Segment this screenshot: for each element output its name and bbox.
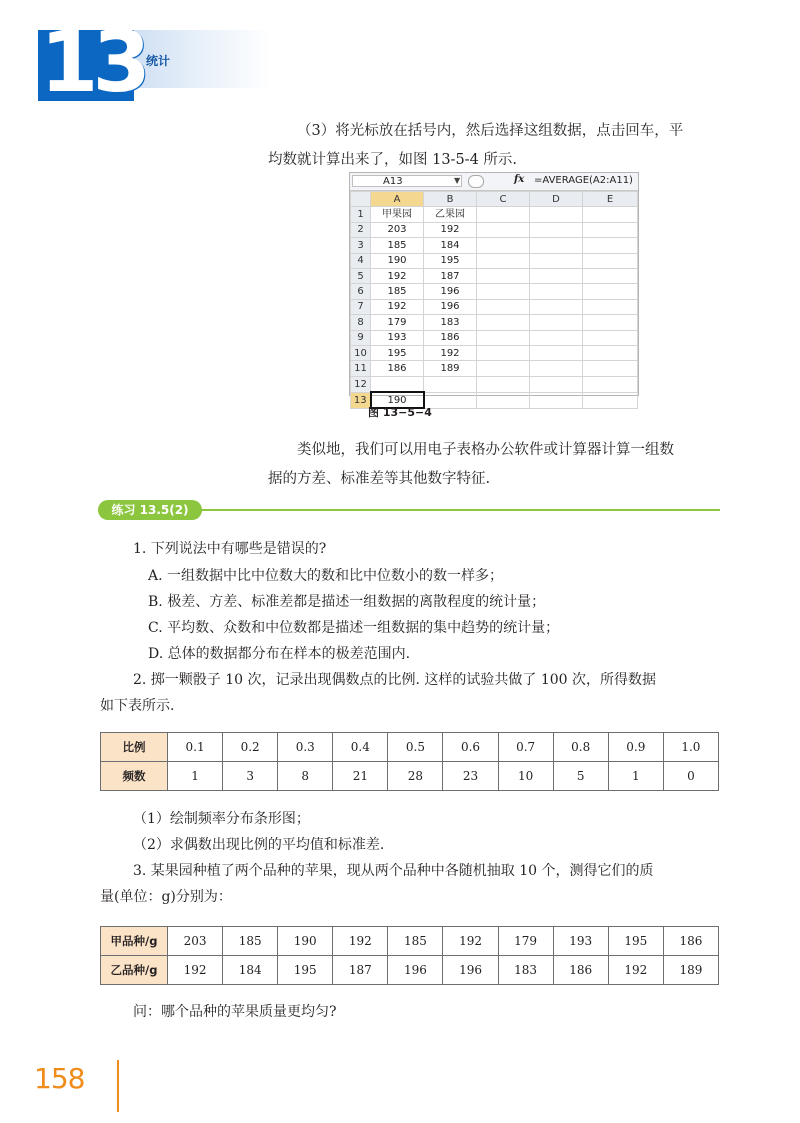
table-cell: 196 [443, 956, 498, 985]
table-cell: 5 [553, 762, 608, 791]
table-cell: 187 [333, 956, 388, 985]
ratio-frequency-table [100, 732, 719, 791]
cell[interactable]: 203 [371, 222, 424, 237]
step3-line1: （3）将光标放在括号内，然后选择这组数据，点击回车，平 [297, 123, 684, 139]
row-label-frequency: 频数 [101, 762, 168, 791]
cell[interactable] [583, 376, 638, 392]
cell[interactable]: 189 [424, 361, 477, 376]
row-header[interactable]: 3 [351, 238, 371, 253]
cell[interactable] [477, 238, 530, 253]
cell[interactable] [530, 253, 583, 268]
cell[interactable] [530, 207, 583, 222]
cell[interactable] [583, 299, 638, 314]
sheet-row [351, 238, 638, 253]
select-all-corner[interactable] [351, 192, 371, 207]
apple-weight-table [100, 926, 719, 985]
cell[interactable] [530, 330, 583, 345]
row-header[interactable]: 4 [351, 253, 371, 268]
cell[interactable] [371, 376, 424, 392]
cell[interactable] [583, 284, 638, 299]
table-cell: 0.9 [608, 733, 663, 762]
table-cell: 196 [388, 956, 443, 985]
sheet-row [351, 222, 638, 237]
sheet-grid [350, 191, 638, 409]
cell[interactable] [477, 222, 530, 237]
sheet-row [351, 361, 638, 376]
col-header-b[interactable]: B [424, 192, 477, 207]
cell[interactable] [530, 268, 583, 283]
cell[interactable]: 193 [371, 330, 424, 345]
sheet-row [351, 268, 638, 283]
cell[interactable]: 187 [424, 268, 477, 283]
cancel-circle-icon [468, 175, 484, 188]
page-number: 158 [34, 1062, 85, 1095]
cell[interactable] [477, 299, 530, 314]
col-header-c[interactable]: C [477, 192, 530, 207]
step3-line2: 均数就计算出来了，如图 13-5-4 所示. [268, 152, 518, 168]
cell[interactable] [530, 299, 583, 314]
cell[interactable] [583, 253, 638, 268]
cell[interactable] [424, 376, 477, 392]
table-cell: 0 [663, 762, 718, 791]
table-cell: 193 [553, 927, 608, 956]
figure-caption: 图 13−5−4 [368, 406, 432, 419]
table-cell: 8 [278, 762, 333, 791]
table-cell: 1.0 [663, 733, 718, 762]
table-cell: 185 [388, 927, 443, 956]
cell[interactable] [530, 284, 583, 299]
cell[interactable]: 179 [371, 315, 424, 330]
cell[interactable] [477, 253, 530, 268]
cell[interactable] [583, 392, 638, 408]
formula-input[interactable]: =AVERAGE(A2:A11) [534, 175, 633, 186]
row-header[interactable]: 8 [351, 315, 371, 330]
table-cell: 3 [223, 762, 278, 791]
cell[interactable] [477, 361, 530, 376]
question-3-question: 问：哪个品种的苹果质量更均匀? [133, 1004, 337, 1020]
table-cell: 23 [443, 762, 498, 791]
cell[interactable]: 190 [371, 253, 424, 268]
row-header[interactable]: 11 [351, 361, 371, 376]
cell[interactable]: 195 [371, 345, 424, 360]
sheet-row [351, 345, 638, 360]
cell[interactable] [583, 345, 638, 360]
row-header[interactable]: 1 [351, 207, 371, 222]
cell[interactable] [477, 315, 530, 330]
cell[interactable] [530, 238, 583, 253]
question-3-line2: 量(单位：g)分别为： [100, 889, 232, 905]
table-cell: 0.6 [443, 733, 498, 762]
table-cell: 0.5 [388, 733, 443, 762]
question-2-sub2: （2）求偶数出现比例的平均值和标准差. [133, 837, 385, 853]
question-2-line1: 2. 掷一颗骰子 10 次，记录出现偶数点的比例. 这样的试验共做了 100 次，所得数据 [133, 672, 657, 688]
table-cell: 192 [443, 927, 498, 956]
question-2-sub1: （1）绘制频率分布条形图； [133, 811, 310, 827]
row-header[interactable]: 5 [351, 268, 371, 283]
page-number-divider [117, 1060, 119, 1112]
active-cell[interactable]: 190 [371, 392, 424, 408]
row-label-variety-a: 甲品种/g [101, 927, 168, 956]
table-cell: 179 [498, 927, 553, 956]
cell[interactable] [477, 268, 530, 283]
table-cell: 0.1 [168, 733, 223, 762]
sheet-row [351, 253, 638, 268]
cell[interactable] [477, 284, 530, 299]
option-c: C. 平均数、众数和中位数都是描述一组数据的集中趋势的统计量； [148, 620, 560, 636]
row-header-selected[interactable]: 13 [351, 392, 371, 408]
table-cell: 195 [278, 956, 333, 985]
table-cell: 192 [608, 956, 663, 985]
table-cell: 185 [223, 927, 278, 956]
table-row [101, 927, 719, 956]
table-cell: 203 [168, 927, 223, 956]
sheet-row [351, 284, 638, 299]
table-cell: 183 [498, 956, 553, 985]
table-cell: 10 [498, 762, 553, 791]
table-row [101, 956, 719, 985]
exercise-title: 练习 13.5(2) [98, 500, 202, 520]
option-b: B. 极差、方差、标准差都是描述一组数据的离散程度的统计量； [148, 594, 546, 610]
table-row [101, 762, 719, 791]
cell[interactable] [477, 345, 530, 360]
table-cell: 21 [333, 762, 388, 791]
chevron-down-icon: ▼ [454, 176, 461, 185]
table-cell: 1 [168, 762, 223, 791]
cell[interactable]: 183 [424, 315, 477, 330]
table-cell: 190 [278, 927, 333, 956]
cell[interactable]: 186 [371, 361, 424, 376]
cell[interactable]: 185 [371, 238, 424, 253]
cell[interactable] [583, 207, 638, 222]
cell[interactable] [477, 207, 530, 222]
question-3-line1: 3. 某果园种植了两个品种的苹果，现从两个品种中各随机抽取 10 个，测得它们的质 [133, 863, 654, 879]
col-header-d[interactable]: D [530, 192, 583, 207]
cell[interactable] [583, 361, 638, 376]
sheet-row [351, 315, 638, 330]
cell[interactable] [530, 361, 583, 376]
cell[interactable]: 192 [371, 268, 424, 283]
table-cell: 1 [608, 762, 663, 791]
name-box[interactable]: A13 [352, 175, 462, 187]
table-row [101, 733, 719, 762]
cell[interactable] [583, 238, 638, 253]
row-header[interactable]: 9 [351, 330, 371, 345]
chapter-title: 统计 [146, 54, 171, 68]
formula-bar [350, 173, 638, 191]
cell[interactable] [583, 268, 638, 283]
table-cell: 0.7 [498, 733, 553, 762]
cell[interactable] [583, 315, 638, 330]
cell[interactable]: 192 [371, 299, 424, 314]
table-cell: 192 [333, 927, 388, 956]
cell[interactable]: 186 [424, 330, 477, 345]
cell[interactable]: 192 [424, 345, 477, 360]
col-header-a[interactable]: A [371, 192, 424, 207]
table-cell: 184 [223, 956, 278, 985]
cell[interactable] [530, 315, 583, 330]
spreadsheet-screenshot [349, 172, 639, 406]
cell[interactable] [477, 376, 530, 392]
option-d: D. 总体的数据都分布在样本的极差范围内. [148, 646, 411, 662]
question-2-line2: 如下表所示. [100, 698, 175, 714]
sheet-row [351, 376, 638, 392]
table-cell: 195 [608, 927, 663, 956]
option-a: A. 一组数据中比中位数大的数和比中位数小的数一样多； [148, 568, 504, 584]
table-cell: 28 [388, 762, 443, 791]
table-cell: 0.2 [223, 733, 278, 762]
question-1: 1. 下列说法中有哪些是错误的? [133, 541, 327, 557]
cell[interactable]: 196 [424, 284, 477, 299]
cell[interactable]: 甲果园 [371, 207, 424, 222]
sheet-row [351, 299, 638, 314]
row-header[interactable]: 6 [351, 284, 371, 299]
cell[interactable] [530, 376, 583, 392]
cell[interactable]: 195 [424, 253, 477, 268]
sheet-row [351, 207, 638, 222]
table-cell: 192 [168, 956, 223, 985]
similar-line1: 类似地，我们可以用电子表格办公软件或计算器计算一组数 [297, 442, 674, 458]
row-header[interactable]: 7 [351, 299, 371, 314]
cell[interactable] [583, 222, 638, 237]
table-cell: 186 [553, 956, 608, 985]
col-header-e[interactable]: E [583, 192, 638, 207]
cell[interactable]: 184 [424, 238, 477, 253]
table-cell: 0.8 [553, 733, 608, 762]
fx-icon[interactable]: fx [514, 174, 525, 185]
cell[interactable] [477, 330, 530, 345]
cell[interactable]: 乙果园 [424, 207, 477, 222]
sheet-row [351, 330, 638, 345]
chapter-number: 13 [40, 13, 145, 111]
table-cell: 0.3 [278, 733, 333, 762]
cell[interactable]: 185 [371, 284, 424, 299]
table-cell: 189 [663, 956, 718, 985]
cell[interactable]: 196 [424, 299, 477, 314]
cell[interactable] [530, 222, 583, 237]
similar-line2: 据的方差、标准差等其他数字特征. [268, 471, 491, 487]
table-cell: 186 [663, 927, 718, 956]
table-cell: 0.4 [333, 733, 388, 762]
row-label-ratio: 比例 [101, 733, 168, 762]
row-label-variety-b: 乙品种/g [101, 956, 168, 985]
cell[interactable] [530, 345, 583, 360]
row-header[interactable]: 2 [351, 222, 371, 237]
cell[interactable] [583, 330, 638, 345]
cell[interactable]: 192 [424, 222, 477, 237]
row-header[interactable]: 10 [351, 345, 371, 360]
row-header[interactable]: 12 [351, 376, 371, 392]
